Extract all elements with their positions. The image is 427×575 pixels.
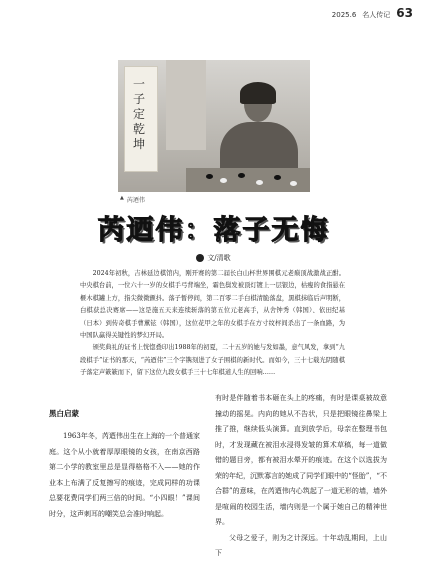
go-board [186,168,310,192]
caption-text: 芮迺伟 [126,197,145,204]
body-paragraph: 父母之爱子，则为之计深远。十年动乱期间，上山下 [215,533,387,557]
section-heading: 黑白启蒙 [49,409,79,418]
portrait-photo [118,60,310,192]
go-stone [238,173,245,178]
body-paragraph: 有时是伴随着书本砸在头上的疼痛，有时是课桌被故意撞动的摇晃。内向的她从不告状，只是把眼镜往鼻梁上推了推，继续低头演算。直到放学后，母亲在整理书包时，才发现藏在被泪水浸得发皱的算术草稿，每一道做错的题目旁，都有被泪水晕开的痕迹。在这个以选拔为荣的年纪，沉默寡言的她成了同学们眼中的“怪胎”，“不合群”的意味，在芮迺伟内心筑起了一道无形的墙，墙外是喧闹的校园生活，墙内则是一个属于她自己的精神世界。 [215,394,387,526]
go-stone [206,174,213,179]
body-paragraph: 1963年冬，芮迺伟出生在上海的一个普通家庭。这个从小就着厚厚眼镜的女孩，在南京西路第二小学的教室里总是显得格格不入——她的作业本上布满了反复擦写的痕迹，完成同样的功课总要花费同学们两三倍的时间。“小四眼！”课间时分，这声刺耳的嘲笑总会准时响起。 [49,432,200,518]
go-stone [290,181,297,186]
article-title: 芮迺伟：落子无悔 [97,215,330,246]
page-number: 63 [396,6,413,20]
byline [0,253,427,263]
issue-date: 2025.6 [331,11,357,19]
lead-paragraphs [80,268,345,380]
go-stone [220,178,227,183]
byline-text: 文/清歌 [207,254,231,262]
photo-caption [120,195,145,204]
page-header [332,6,413,22]
column-name: 名人传记 [362,11,391,19]
calligraphy-scroll [124,66,158,172]
caption-triangle-icon: ▲ [120,195,124,201]
go-stone [274,175,281,180]
body-column-left [49,429,200,522]
go-stone [256,180,263,185]
background-shelf [166,60,206,150]
body-column-right [215,391,387,562]
lead-paragraph: 颁奖典礼的证书上恍惚叠印出1988年的初夏，二十五岁的她与发如墨，意气风发，拿到“九段棋手”证书的那天，“芮迺伟”三个字镌刻进了女子围棋的新时代。而如今，三十七载光阴随棋子落定声簌簌而下，留下这位九段女棋手三十七年棋道人生的回响…… [80,344,345,377]
lead-paragraph: 2024年初秋，吉林延边棋馆内，刚开赛的第二届长白山杯世界围棋元老巅顶战激战正酣。中央棋台前，一位六十一岁的女棋手弓背端坐，霜色鬓发被顶灯镀上一层银边，枯瘦的食指悬在榧木棋罐上方，指尖微微颤抖。落子暂停间，第二百零二手白棋清脆落盘，黑棋抹临后声明断，白棋获总决赛席——这是施五天来连续斩落的第五位元老高手，从舍钟秀（韩国）、依田纪基（日本）到传奇棋手曹薰铉（韩国），这位花甲之年的女棋手在方寸纹枰间杀出了一条血路，为中国队赢得关键性的梦幻开局。 [80,270,345,340]
byline-bullet-icon [196,254,204,262]
player-hair [240,82,276,104]
scroll-calligraphy-text: 一子定乾坤 [133,77,146,151]
